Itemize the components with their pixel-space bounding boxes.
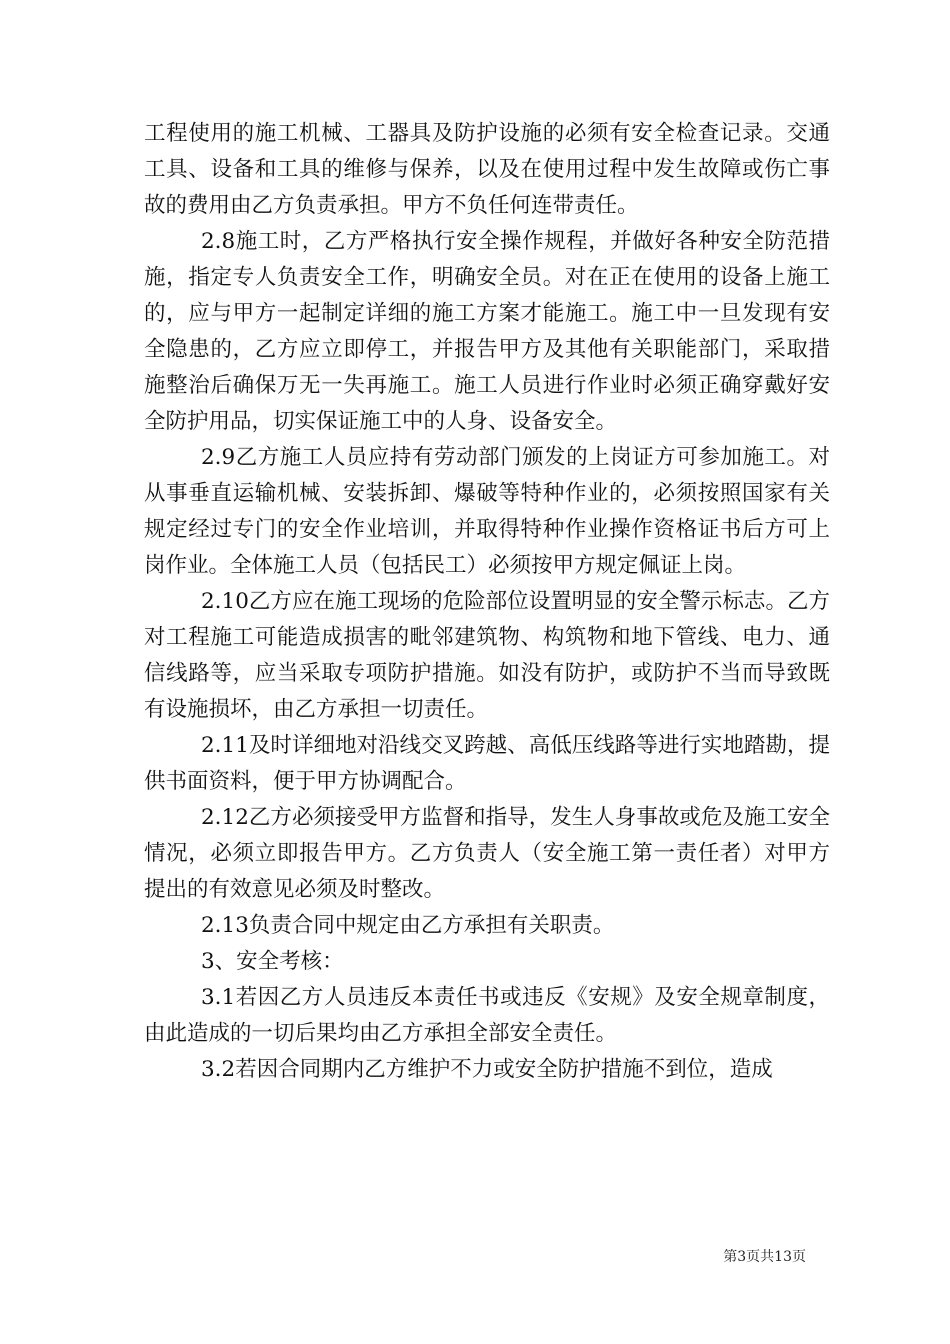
paragraph-2-9: 2.9乙方施工人员应持有劳动部门颁发的上岗证方可参加施工。对从事垂直运输机械、安装拆卸、爆破等特种作业的，必须按照国家有关规定经过专门的安全作业培训，并取得特种作业操作资格证书后方可上岗作业。全体施工人员（包括民工）必须按甲方规定佩证上岗。 — [144, 445, 830, 578]
paragraph-3-2: 3.2若因合同期内乙方维护不力或安全防护措施不到位，造成 — [201, 1057, 773, 1082]
paragraph-2-10: 2.10乙方应在施工现场的危险部位设置明显的安全警示标志。乙方对工程施工可能造成损害的毗邻建筑物、构筑物和地下管线、电力、通信线路等，应当采取专项防护措施。如没有防护，或防护不当而导致既有设施损坏，由乙方承担一切责任。 — [144, 589, 830, 722]
paragraph-2-13: 2.13负责合同中规定由乙方承担有关职责。 — [201, 913, 615, 938]
paragraph-2-8: 2.8施工时，乙方严格执行安全操作规程，并做好各种安全防范措施，指定专人负责安全工作，明确安全员。对在正在使用的设备上施工的，应与甲方一起制定详细的施工方案才能施工。施工中一旦发现有安全隐患的，乙方应立即停工，并报告甲方及其他有关职能部门，采取措施整治后确保万无一失再施工。施工人员进行作业时必须正确穿戴好安全防护用品，切实保证施工中的人身、设备安全。 — [144, 229, 830, 434]
page-number-footer: 第3页共13页 — [723, 1249, 806, 1265]
section-heading-3: 3、安全考核： — [201, 949, 344, 974]
paragraph-2-11: 2.11及时详细地对沿线交叉跨越、高低压线路等进行实地踏勘，提供书面资料，便于甲方协调配合。 — [144, 733, 830, 794]
paragraph-3-1: 3.1若因乙方人员违反本责任书或违反《安规》及安全规章制度，由此造成的一切后果均由乙方承担全部安全责任。 — [144, 985, 830, 1046]
paragraph-2-12: 2.12乙方必须接受甲方监督和指导，发生人身事故或危及施工安全情况，必须立即报告甲方。乙方负责人（安全施工第一责任者）对甲方提出的有效意见必须及时整改。 — [144, 805, 830, 902]
paragraph-continuation: 工程使用的施工机械、工器具及防护设施的必须有安全检查记录。交通工具、设备和工具的维修与保养，以及在使用过程中发生故障或伤亡事故的费用由乙方负责承担。甲方不负任何连带责任。 — [144, 121, 830, 218]
document-body — [144, 116, 830, 1088]
